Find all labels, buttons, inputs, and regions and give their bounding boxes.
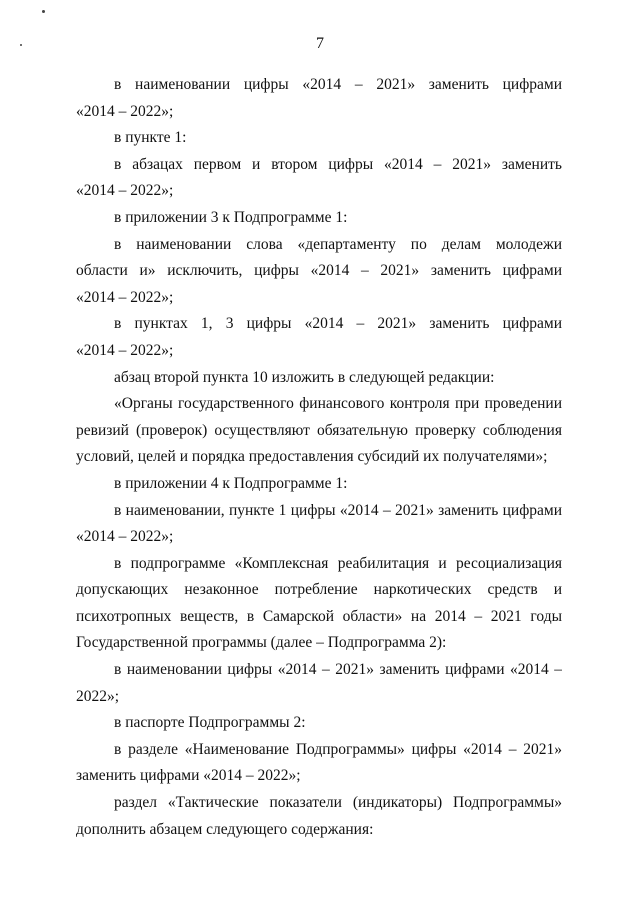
text-line: абзац второй пункта 10 изложить в следующей редакции:: [114, 368, 495, 386]
text-line: в паспорте Подпрограммы 2:: [114, 714, 306, 732]
text-line: в абзацах первом и втором цифры «2014 – 2021» заменить: [114, 155, 562, 173]
text-line: допускающих незаконное потребление наркотических средств и: [76, 581, 562, 599]
text-line: 2022»;: [76, 687, 120, 705]
text-line: «2014 – 2022»;: [76, 182, 174, 200]
text-line: в пункте 1:: [114, 129, 187, 147]
text-line: в приложении 4 к Подпрограмме 1:: [114, 474, 348, 492]
text-line: заменить цифрами «2014 – 2022»;: [76, 767, 301, 785]
text-line: в подпрограмме «Комплексная реабилитация и ресоциализация: [114, 554, 562, 572]
text-line: «Органы государственного финансового контроля при проведении: [114, 395, 562, 413]
text-line: психотропных веществ, в Самарской области» на 2014 – 2021 годы: [76, 607, 562, 625]
text-line: «2014 – 2022»;: [76, 341, 174, 359]
text-line: «2014 – 2022»;: [76, 288, 174, 306]
text-line: в наименовании цифры «2014 – 2021» заменить цифрами «2014 –: [114, 661, 562, 679]
text-line: дополнить абзацем следующего содержания:: [76, 820, 374, 838]
text-line: в наименовании цифры «2014 – 2021» заменить цифрами: [114, 76, 562, 93]
text-line: в приложении 3 к Подпрограмме 1:: [114, 208, 348, 226]
text-line: в пунктах 1, 3 цифры «2014 – 2021» заменить цифрами: [114, 315, 562, 333]
text-line: раздел «Тактические показатели (индикаторы) Подпрограммы»: [114, 794, 562, 812]
text-line: в наименовании, пункте 1 цифры «2014 – 2021» заменить цифрами: [114, 501, 562, 519]
page-number: 7: [316, 35, 324, 52]
text-line: «2014 – 2022»;: [76, 528, 174, 546]
text-line: ревизий (проверок) осуществляют обязательную проверку соблюдения: [76, 421, 562, 439]
text-line: «2014 – 2022»;: [76, 102, 174, 120]
text-line: области и» исключить, цифры «2014 – 2021» заменить цифрами: [76, 262, 562, 280]
scan-speck: [42, 10, 45, 13]
text-line: в наименовании слова «департаменту по делам молодежи: [114, 235, 562, 253]
text-line: Государственной программы (далее – Подпрограмма 2):: [76, 634, 447, 652]
text-line: в разделе «Наименование Подпрограммы» цифры «2014 – 2021»: [114, 740, 562, 758]
text-line: условий, целей и порядка предоставления субсидий их получателями»;: [76, 448, 548, 466]
document-body: [76, 72, 562, 843]
